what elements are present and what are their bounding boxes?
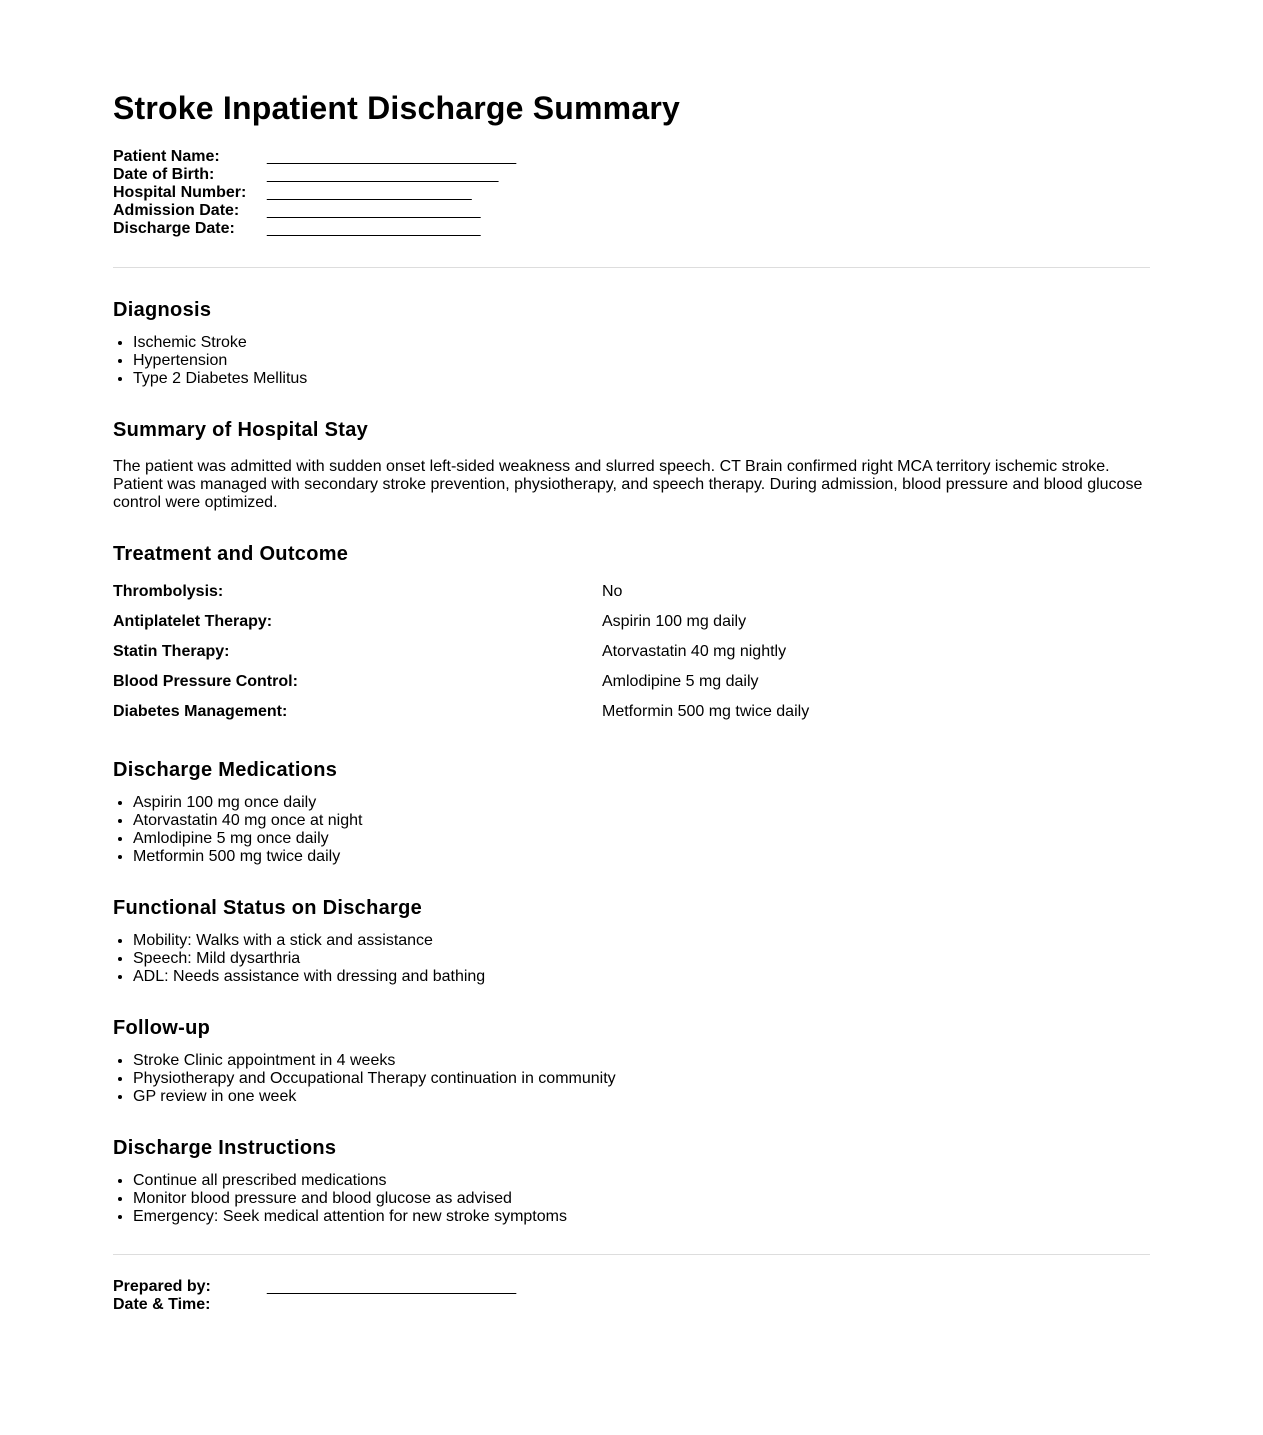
discharge-date-row bbox=[113, 220, 516, 238]
treatment-row-bp bbox=[113, 673, 1150, 703]
instruction-item: • Emergency: Seek medical attention for new stroke symptoms bbox=[133, 1208, 1150, 1226]
functional-status-list bbox=[113, 932, 1150, 986]
document-title: Stroke Inpatient Discharge Summary bbox=[113, 90, 680, 126]
medication-item: • Aspirin 100 mg once daily bbox=[133, 794, 1150, 812]
patient-info-block bbox=[113, 148, 516, 238]
date-time-label: Date & Time: bbox=[113, 1296, 211, 1313]
prepared-by-row bbox=[113, 1278, 1150, 1296]
treatment-row-antiplatelet bbox=[113, 613, 1150, 643]
discharge-date-label: Discharge Date: bbox=[113, 220, 235, 237]
treatment-value: Aspirin 100 mg daily bbox=[602, 613, 747, 630]
treatment-row-thrombolysis bbox=[113, 583, 1150, 613]
functional-status-heading: Functional Status on Discharge bbox=[113, 897, 423, 919]
diagnosis-section bbox=[113, 299, 1150, 388]
treatment-row-statin bbox=[113, 643, 1150, 673]
patient-name-label: Patient Name: bbox=[113, 148, 220, 165]
medication-item: • Amlodipine 5 mg once daily bbox=[133, 830, 1150, 848]
discharge-date-field[interactable]: ________________________ bbox=[267, 220, 481, 237]
footer-signoff bbox=[113, 1278, 1150, 1314]
follow-up-item: • Stroke Clinic appointment in 4 weeks bbox=[133, 1052, 1150, 1070]
treatment-value: Metformin 500 mg twice daily bbox=[602, 703, 810, 720]
prepared-by-label: Prepared by: bbox=[113, 1278, 211, 1295]
follow-up-item: • Physiotherapy and Occupational Therapy continuation in community bbox=[133, 1070, 1150, 1088]
follow-up-heading: Follow-up bbox=[113, 1017, 211, 1039]
medication-item: • Atorvastatin 40 mg once at night bbox=[133, 812, 1150, 830]
treatment-label: Thrombolysis: bbox=[113, 583, 224, 600]
instructions-section bbox=[113, 1137, 1150, 1226]
treatment-label: Antiplatelet Therapy: bbox=[113, 613, 273, 630]
hospital-stay-section bbox=[113, 419, 1150, 512]
functional-status-item: • Speech: Mild dysarthria bbox=[133, 950, 1150, 968]
date-time-row bbox=[113, 1296, 1150, 1314]
functional-status-item: • ADL: Needs assistance with dressing and bathing bbox=[133, 968, 1150, 986]
treatment-value: Atorvastatin 40 mg nightly bbox=[602, 643, 787, 660]
admission-date-field[interactable]: ________________________ bbox=[267, 202, 481, 219]
medications-heading: Discharge Medications bbox=[113, 759, 338, 781]
medications-list bbox=[113, 794, 1150, 866]
diagnosis-item: • Hypertension bbox=[133, 352, 1150, 370]
header-divider bbox=[113, 267, 1150, 268]
dob-row bbox=[113, 166, 516, 184]
hospital-number-label: Hospital Number: bbox=[113, 184, 247, 201]
diagnosis-item: • Ischemic Stroke bbox=[133, 334, 1150, 352]
instructions-heading: Discharge Instructions bbox=[113, 1137, 337, 1159]
follow-up-item: • GP review in one week bbox=[133, 1088, 1150, 1106]
treatment-heading: Treatment and Outcome bbox=[113, 543, 349, 565]
diagnosis-list bbox=[113, 334, 1150, 388]
treatment-value: No bbox=[602, 583, 623, 600]
instruction-item: • Monitor blood pressure and blood glucose as advised bbox=[133, 1190, 1150, 1208]
hospital-number-field[interactable]: _______________________ bbox=[267, 184, 472, 201]
treatment-row-diabetes bbox=[113, 703, 1150, 733]
treatment-value: Amlodipine 5 mg daily bbox=[602, 673, 759, 690]
treatment-label: Blood Pressure Control: bbox=[113, 673, 298, 690]
medication-item: • Metformin 500 mg twice daily bbox=[133, 848, 1150, 866]
dob-label: Date of Birth: bbox=[113, 166, 215, 183]
medications-section bbox=[113, 759, 1150, 866]
footer-divider bbox=[113, 1254, 1150, 1255]
dob-field[interactable]: __________________________ bbox=[267, 166, 499, 183]
diagnosis-heading: Diagnosis bbox=[113, 299, 212, 321]
discharge-summary-page bbox=[113, 0, 1151, 1313]
follow-up-list bbox=[113, 1052, 1150, 1106]
prepared-by-field[interactable]: ____________________________ bbox=[267, 1278, 517, 1295]
functional-status-section bbox=[113, 897, 1150, 986]
follow-up-section bbox=[113, 1017, 1150, 1106]
treatment-label: Statin Therapy: bbox=[113, 643, 230, 660]
functional-status-item: • Mobility: Walks with a stick and assistance bbox=[133, 932, 1150, 950]
admission-date-label: Admission Date: bbox=[113, 202, 240, 219]
treatment-label: Diabetes Management: bbox=[113, 703, 288, 720]
hospital-stay-heading: Summary of Hospital Stay bbox=[113, 419, 369, 441]
instruction-item: • Continue all prescribed medications bbox=[133, 1172, 1150, 1190]
treatment-section bbox=[113, 543, 1150, 733]
admission-date-row bbox=[113, 202, 516, 220]
hospital-stay-text: The patient was admitted with sudden onset left-sided weakness and slurred speech. CT Brain confirmed right MCA territory ischemic stroke. Patient was managed with secondary stroke prevention, physiotherapy, and speech therapy. During admission, blood pressure and blood glucose control were optimized. bbox=[113, 458, 1143, 511]
instructions-list bbox=[113, 1172, 1150, 1226]
patient-name-field[interactable]: ____________________________ bbox=[267, 148, 517, 165]
patient-name-row bbox=[113, 148, 516, 166]
diagnosis-item: • Type 2 Diabetes Mellitus bbox=[133, 370, 1150, 388]
hospital-number-row bbox=[113, 184, 516, 202]
